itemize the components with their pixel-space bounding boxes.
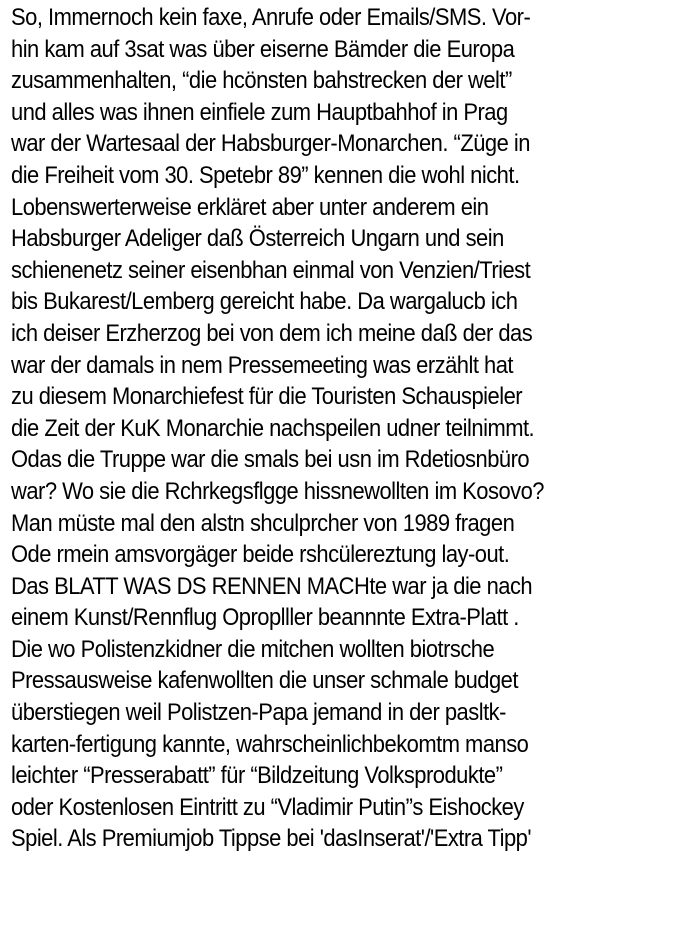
text-line: die Zeit der KuK Monarchie nachspeilen udner teilnimmt. — [11, 415, 535, 442]
text-line: zu diesem Monarchiefest für die Touristen Schauspieler — [11, 384, 523, 411]
text-line: zusammenhalten, “die hcönsten bahstrecken der welt” — [11, 68, 512, 95]
text-line: und alles was ihnen einfiele zum Hauptbahhof in Prag — [11, 99, 508, 126]
text-line: Die wo Polistenzkidner die mitchen wollten biotrsche — [11, 636, 495, 663]
text-line: überstiegen weil Polistzen-Papa jemand in der pasltk- — [11, 700, 506, 727]
text-line: Das BLATT WAS DS RENNEN MACHte war ja die nach — [11, 573, 533, 600]
body-text — [11, 3, 683, 856]
text-line: Man müste mal den alstn shculprcher von 1989 fragen — [11, 510, 515, 537]
text-line: war der Wartesaal der Habsburger-Monarchen. “Züge in — [11, 131, 530, 158]
text-line: So, Immernoch kein faxe, Anrufe oder Emails/SMS. Vor- — [11, 5, 531, 31]
text-line: Lobenswerterweise erkläret aber unter anderem ein — [11, 194, 489, 221]
text-line: Spiel. Als Premiumjob Tippse bei 'dasInserat'/'Extra Tipp' — [11, 826, 532, 853]
text-line: Habsburger Adeliger daß Österreich Ungarn und sein — [11, 226, 504, 253]
text-line: einem Kunst/Rennflug Oproplller beannnte Extra-Platt . — [11, 605, 519, 632]
text-line: hin kam auf 3sat was über eiserne Bämder die Europa — [11, 36, 515, 63]
text-line: leichter “Presserabatt” für “Bildzeitung Volksprodukte” — [11, 763, 503, 790]
text-line: schienenetz seiner eisenbhan einmal von Venzien/Triest — [11, 257, 531, 284]
text-line: Odas die Truppe war die smals bei usn im Rdetiosnbüro — [11, 447, 530, 474]
text-line: die Freiheit vom 30. Spetebr 89” kennen die wohl nicht. — [11, 162, 520, 189]
text-line: bis Bukarest/Lemberg gereicht habe. Da wargalucb ich — [11, 289, 518, 316]
text-line: Ode rmein amsvorgäger beide rshcülereztung lay-out. — [11, 542, 510, 569]
text-line: war der damals in nem Pressemeeting was erzählt hat — [11, 352, 513, 379]
text-line: war? Wo sie die Rchrkegsflgge hissnewollten im Kosovo? — [11, 478, 544, 505]
text-line: karten-fertigung kannte, wahrscheinlichbekomtm manso — [11, 731, 529, 758]
text-line: oder Kostenlosen Eintritt zu “Vladimir Putin”s Eishockey — [11, 794, 524, 821]
text-line: Pressausweise kafenwollten die unser schmale budget — [11, 668, 518, 695]
text-line: ich deiser Erzherzog bei von dem ich meine daß der das — [11, 320, 533, 347]
